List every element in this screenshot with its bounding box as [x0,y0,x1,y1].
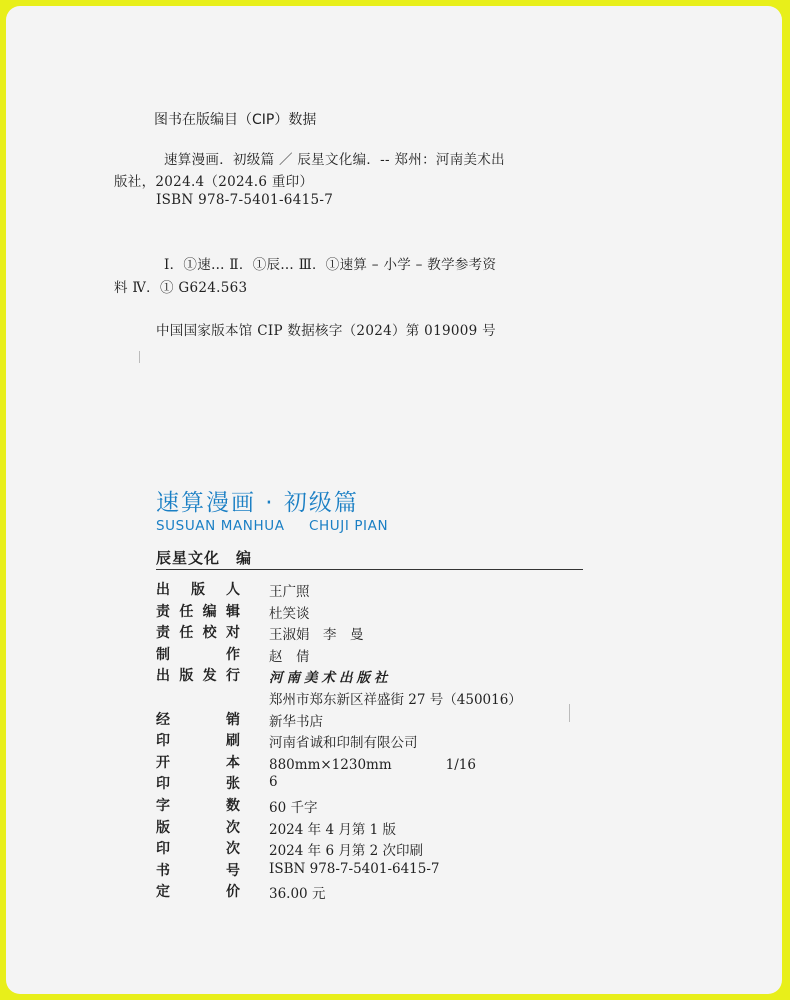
book-pinyin-1: SUSUAN MANHUA [156,518,285,534]
cip-line-5: 料 Ⅳ．① G624.563 [114,280,248,296]
divider [156,569,583,570]
detail-label: 责 任 校 对 [156,625,240,642]
detail-value: 2024 年 4 月第 1 版 [269,821,396,838]
book-editor: 辰星文化 编 [156,549,253,567]
detail-value: ISBN 978-7-5401-6415-7 [269,860,440,877]
detail-label: 印 次 [156,841,240,858]
detail-value: 2024 年 6 月第 2 次印刷 [269,843,423,860]
detail-value: 河南省诚和印制有限公司 [269,735,418,752]
detail-label: 出 版 发 行 [156,668,240,685]
cip-line-2: 版社，2024.4（2024.6 重印） [114,174,314,190]
detail-label: 开 本 [156,754,240,771]
detail-value: 郑州市郑东新区祥盛街 27 号（450016） [269,692,522,708]
book-pinyin-2: CHUJI PIAN [309,518,389,534]
detail-label: 印 张 [156,776,240,793]
detail-label: 字 数 [156,798,240,814]
detail-value: 60 千字 [269,800,318,816]
cip-title: 图书在版编目（CIP）数据 [154,112,317,128]
scan-mark [139,351,140,363]
detail-label: 经 销 [156,711,240,728]
detail-label: 定 价 [156,884,240,901]
detail-value: 36.00 元 [269,886,326,903]
detail-value: 880mm×1230mm 1/16 [269,756,476,773]
detail-value: 赵 倩 [269,648,310,665]
detail-label: 责 任 编 辑 [156,603,240,620]
detail-value: 新华书店 [269,713,323,730]
book-title: 速算漫画 · 初级篇 [156,490,359,516]
detail-label: 书 号 [156,862,240,879]
detail-value: 河南美术出版社 [269,670,392,687]
cip-line-4: Ⅰ．①速… Ⅱ．①辰… Ⅲ．①速算 – 小学 – 教学参考资 [164,257,497,273]
detail-value: 王淑娟 李 曼 [269,627,364,644]
cip-line-1: 速算漫画．初级篇 ／ 辰星文化编．-- 郑州：河南美术出 [164,152,505,168]
detail-label: 出 版 人 [156,582,240,598]
cip-line-6: 中国国家版本馆 CIP 数据核字（2024）第 019009 号 [156,323,496,339]
detail-label: 制 作 [156,646,240,663]
detail-label: 印 刷 [156,733,240,750]
detail-label: 版 次 [156,819,240,836]
scan-mark [569,704,570,722]
detail-value: 杜笑谈 [269,605,310,622]
cip-line-3: ISBN 978-7-5401-6415-7 [156,192,334,208]
detail-value: 王广照 [269,584,310,600]
detail-value: 6 [269,774,278,791]
copyright-page [6,6,782,994]
